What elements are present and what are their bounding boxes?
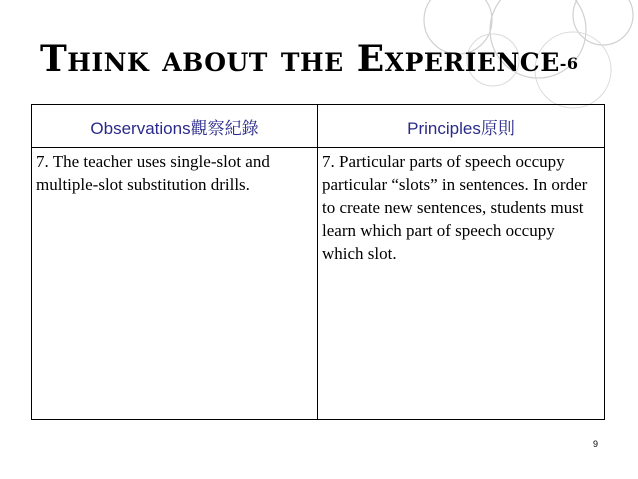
principle-cell: 7. Particular parts of speech occupy particular “slots” in sentences. In order to create new sentences, students must learn which part of speech occupy which slot. bbox=[318, 148, 605, 420]
page-number: 9 bbox=[593, 439, 599, 449]
slide-title-suffix: -6 bbox=[559, 54, 579, 73]
header-observations: Observations觀察紀錄 bbox=[32, 105, 318, 148]
slide-title-text: Think about the Experience bbox=[40, 38, 560, 80]
table-row bbox=[32, 148, 605, 420]
table-header-row bbox=[32, 105, 605, 148]
slide-title bbox=[40, 38, 579, 80]
observations-principles-table bbox=[31, 104, 605, 420]
observation-cell: 7. The teacher uses single-slot and multiple-slot substitution drills. bbox=[32, 148, 318, 420]
header-principles: Principles原則 bbox=[318, 105, 605, 148]
